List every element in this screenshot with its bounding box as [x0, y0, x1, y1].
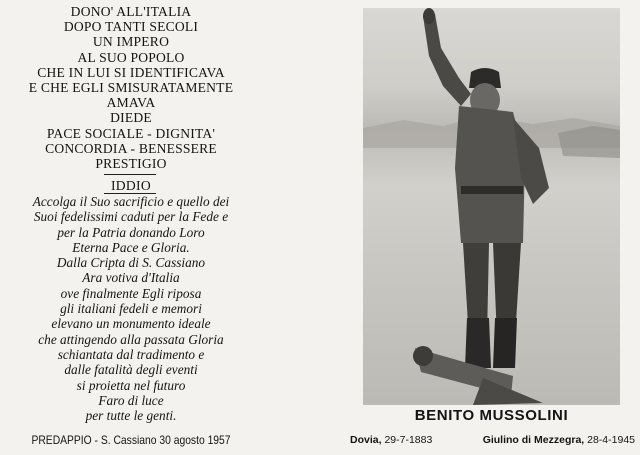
dedication-line: AL SUO POPOLO [77, 49, 185, 65]
death-info [483, 434, 635, 446]
dedication-line: DONO' ALL'ITALIA [70, 4, 192, 19]
prayer-line: Faro di luce [98, 392, 164, 408]
portrait-figure [363, 8, 620, 405]
dedication-line: PACE SOCIALE - DIGNITA' [46, 125, 216, 141]
birth-info [350, 434, 432, 446]
invocation-heading: IDDIO [110, 178, 151, 193]
dedication-line: E CHE EGLI SMISURATAMENTE [28, 80, 234, 96]
prayer-text [0, 194, 262, 423]
prayer-line: Suoi fedelissimi caduti per la Fede e [33, 209, 229, 225]
prayer-line: schiantata dal tradimento e [57, 346, 205, 362]
death-place: Giulino di Mezzegra, [482, 434, 585, 446]
death-date: 28-4-1945 [587, 434, 635, 446]
prayer-line: per tutte le genti. [85, 408, 177, 424]
divider-top [104, 174, 156, 175]
dedication-line: CONCORDIA - BENESSERE [45, 140, 217, 156]
dedication-line: PRESTIGIO [95, 156, 167, 172]
birth-date: 29-7-1883 [384, 434, 433, 446]
prayer-line: elevano un monumento ideale [51, 316, 211, 332]
dedication-line: DOPO TANTI SECOLI [63, 19, 199, 35]
place-date-footer: PREDAPPIO - S. Cassiano 30 agosto 1957 [31, 433, 231, 447]
prayer-line: si proietta nel futuro [76, 377, 186, 393]
portrait-photo [363, 8, 620, 405]
dedication-line: DIEDE [110, 110, 152, 126]
dedication-line: UN IMPERO [92, 34, 170, 50]
dedication-text [0, 4, 262, 171]
dedication-line: AMAVA [106, 95, 156, 111]
prayer-line: Accolga il Suo sacrificio e quello dei [32, 194, 230, 209]
prayer-line: che attingendo alla passata Gloria [38, 331, 224, 347]
prayer-line: per la Patria donando Loro [57, 224, 205, 240]
left-text-column [0, 0, 262, 455]
prayer-line: dalle fatalità degli eventi [64, 362, 198, 378]
subject-name: BENITO MUSSOLINI [414, 407, 569, 424]
prayer-line: Ara votiva d'Italia [82, 270, 180, 286]
birth-place: Dovia, [350, 434, 382, 446]
prayer-line: Eterna Pace e Gloria. [72, 239, 190, 255]
dedication-line: CHE IN LUI SI IDENTIFICAVA [37, 64, 225, 80]
prayer-line: gli italiani fedeli e memori [60, 301, 202, 317]
prayer-line: ove finalmente Egli riposa [60, 285, 202, 301]
prayer-line: Dalla Cripta di S. Cassiano [56, 255, 206, 271]
